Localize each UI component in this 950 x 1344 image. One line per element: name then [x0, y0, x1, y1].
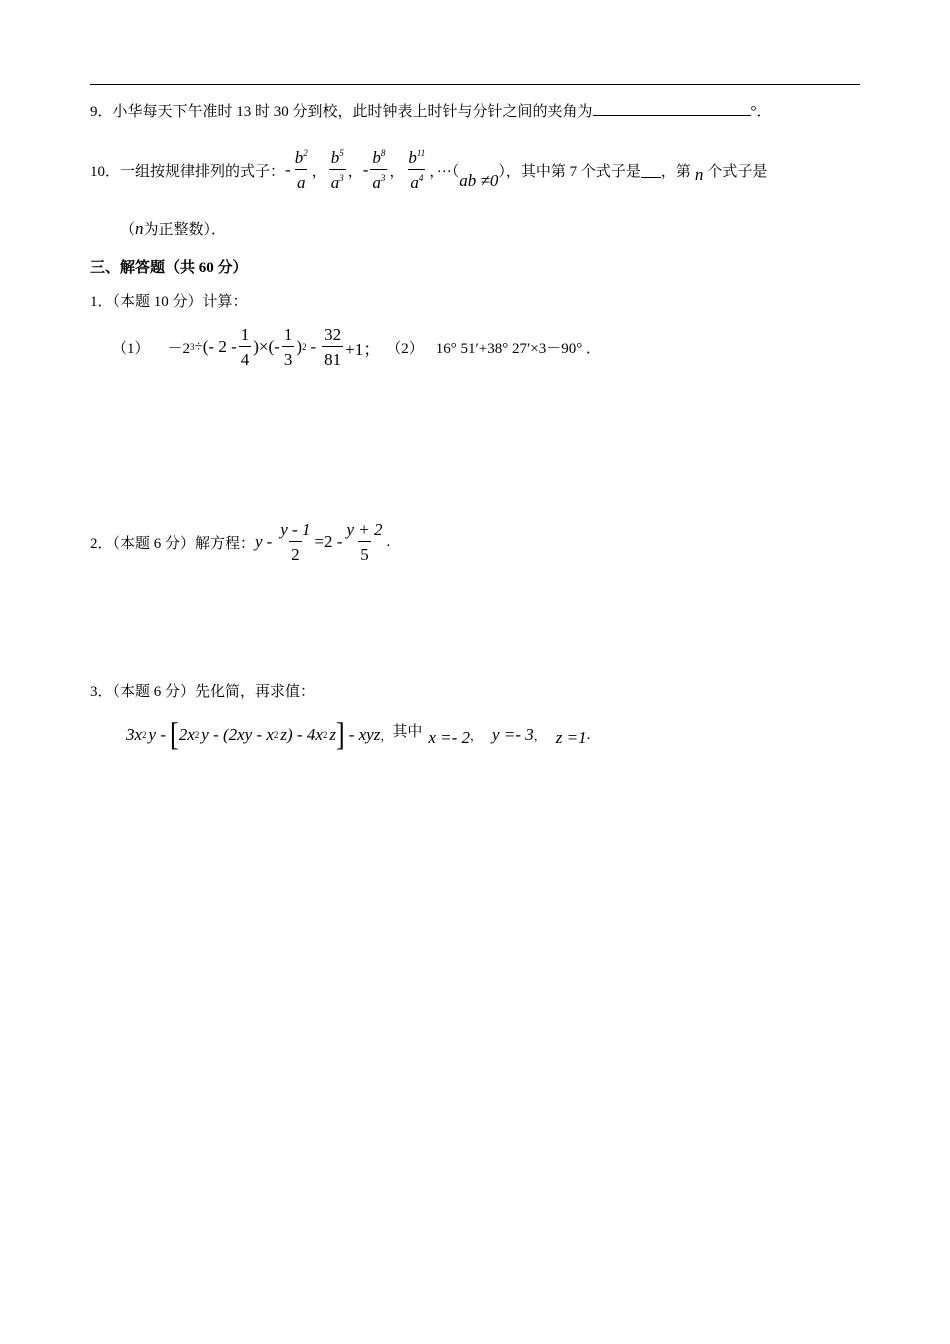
- answer-blank-9[interactable]: [593, 115, 751, 116]
- fraction-y-plus-2: $\frac{y + 2}{5}$: [346, 520, 383, 564]
- problem-3-label: 3．（本题 6 分）先化简，再求值：: [90, 684, 316, 700]
- question-10-mid: ），其中第 7 个式子是: [498, 163, 641, 180]
- period: .: [586, 726, 591, 743]
- paren-group: (- 2 -: [202, 337, 237, 356]
- part-1-label: （1）: [112, 340, 150, 357]
- condition: ab ≠0: [459, 171, 499, 190]
- separator: ，: [311, 163, 327, 180]
- divide-sign: ÷: [194, 338, 203, 355]
- question-10-line-2-text: 为正整数）．: [143, 222, 227, 238]
- term-sign: -: [285, 160, 291, 179]
- problem-2: [90, 514, 390, 570]
- part-2-expression: 16° 51′+38° 27′×3－90° ．: [435, 340, 602, 357]
- question-10-tail: 个式子是: [707, 163, 768, 180]
- problem-1-expression: （1） －2 3 ÷ (- 2 - $\frac{1}{4}$ )×(- $\frac{1}{3}$ ) 2 - $\frac{32}{81}$ +1； （2） 16° 51′+38° 27′×3－90° ．: [112, 325, 602, 369]
- x-value: x =- 2: [428, 728, 471, 747]
- term-xyz: - xyz: [348, 725, 381, 744]
- comma: ，: [470, 728, 483, 743]
- inner-z-4x: z) - 4x: [280, 725, 323, 744]
- right-bracket: ]: [336, 716, 345, 753]
- problem-3-expression: 3x 2 y - [ 2x 2 y - (2xy - x 2 z) - 4x 2 z ] - xyz ， 其中 x =- 2 ， y =- 3 ， z =1 .: [126, 716, 591, 753]
- question-9-text: 9．小华每天下午准时 13 时 30 分到校，此时钟表上时针与分针之间的夹角为: [90, 104, 593, 120]
- n-variable: n: [135, 219, 144, 238]
- section-heading: 三、解答题（共 60 分）: [90, 260, 248, 276]
- separator: ，: [389, 163, 405, 180]
- question-10-lead: 10．一组按规律排列的式子：: [90, 163, 286, 180]
- inner-y-2xy: y - (2xy - x: [201, 725, 274, 744]
- inner-z: z: [329, 725, 337, 744]
- where-label: 其中: [392, 723, 423, 740]
- problem-1-label: 1．（本题 10 分）计算：: [90, 294, 248, 310]
- question-9: [90, 100, 772, 121]
- comma: ，: [533, 728, 546, 743]
- paren-open: （: [120, 222, 136, 238]
- fraction-one-third: $\frac{1}{3}$: [283, 325, 293, 369]
- minus-sign: -: [266, 532, 273, 551]
- answer-blank-10a[interactable]: [641, 163, 661, 178]
- question-10-mid2: ，第: [660, 163, 691, 180]
- period: .: [386, 533, 391, 550]
- question-10-line-2: [120, 218, 226, 239]
- header-rule: [90, 84, 860, 85]
- comma: ，: [380, 728, 393, 743]
- neg-two: －2: [167, 340, 191, 357]
- sequence-term-4: $\frac{b^{11}}{a^4}$: [408, 148, 426, 192]
- question-9-unit: °．: [750, 104, 772, 120]
- plus-one: +1；: [345, 339, 381, 359]
- separator: ，: [347, 163, 363, 180]
- exponent: 3: [190, 342, 195, 352]
- z-value: z =1: [555, 728, 587, 747]
- y-variable: y: [255, 532, 263, 551]
- inner-2x2: 2x: [178, 725, 195, 744]
- term-sign: -: [362, 160, 369, 179]
- fraction-y-minus-1: $\frac{y - 1}{2}$: [280, 520, 311, 564]
- part-2-label: （2）: [386, 340, 424, 357]
- term-y-minus: y -: [148, 725, 167, 744]
- fraction-32-81: $\frac{32}{81}$: [324, 325, 342, 369]
- sequence-term-1: $\frac{b^2}{a}$: [294, 148, 308, 192]
- times-sign: )×(-: [253, 337, 280, 356]
- question-10: [90, 142, 767, 198]
- ellipsis: ，···（: [429, 163, 460, 180]
- sequence-term-3: $\frac{b^8}{a^3}$: [372, 148, 386, 192]
- n-variable: n: [694, 165, 704, 184]
- sequence-term-2: $\frac{b^5}{a^3}$: [330, 148, 344, 192]
- left-bracket: [: [170, 716, 179, 753]
- square-exponent: 2: [302, 342, 307, 352]
- y-value: y =- 3: [492, 725, 534, 744]
- minus-sign: -: [310, 337, 317, 356]
- equals-two: =2 -: [314, 532, 343, 551]
- fraction-one-quarter: $\frac{1}{4}$: [240, 325, 250, 369]
- problem-2-label: 2．（本题 6 分）解方程：: [90, 535, 256, 552]
- term-3x2y: 3x: [126, 725, 143, 744]
